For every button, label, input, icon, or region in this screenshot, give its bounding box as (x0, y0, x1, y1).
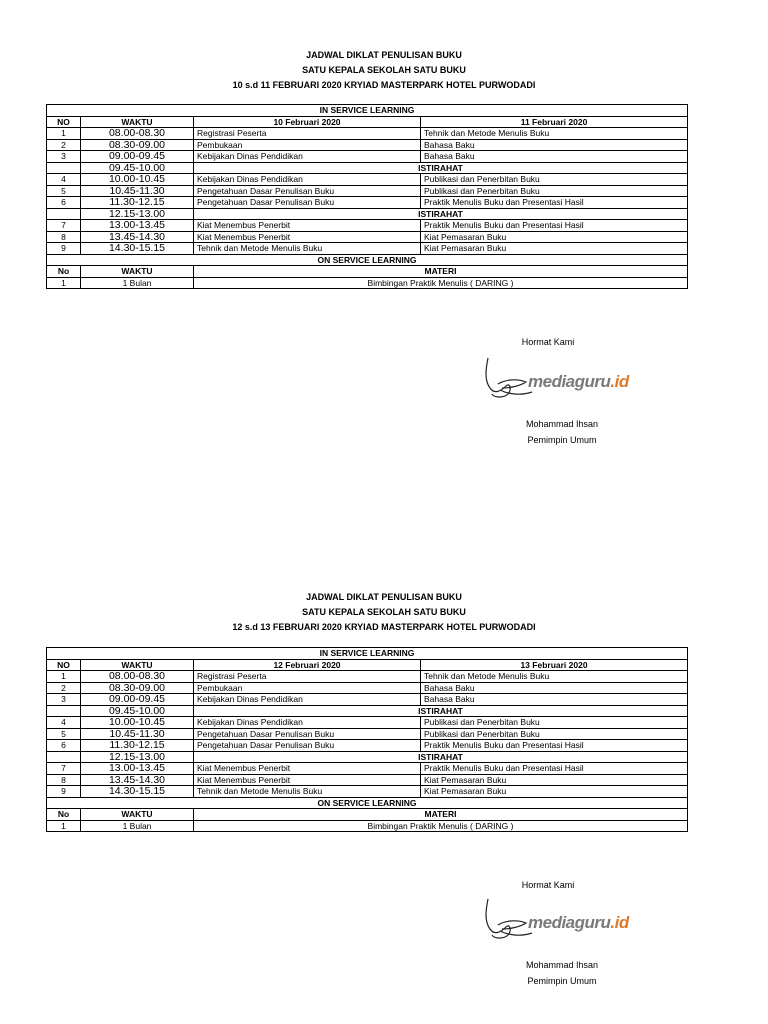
title-line-2: SATU KEPALA SEKOLAH SATU BUKU (302, 65, 466, 75)
row-day-2-activity: Kiat Pemasaran Buku (421, 243, 688, 255)
header-waktu: WAKTU (81, 659, 194, 671)
logo-text: mediaguru.id (528, 372, 629, 391)
table-row (47, 139, 688, 151)
row-time: 10.00-10.45 (81, 717, 194, 729)
signature-block (480, 336, 650, 448)
row-day-1-activity: Kiat Menembus Penerbit (194, 774, 421, 786)
row-time: 13.45-14.30 (81, 774, 194, 786)
row-day-1-activity: Kiat Menembus Penerbit (194, 220, 421, 232)
row-day-2-activity: Tehnik dan Metode Menulis Buku (421, 671, 688, 683)
row-day-1-activity: Tehnik dan Metode Menulis Buku (194, 243, 421, 255)
row-no: 4 (47, 717, 81, 729)
row-time: 13.45-14.30 (81, 231, 194, 243)
row-day-2-activity: Praktik Menulis Buku dan Presentasi Hasil (421, 197, 688, 209)
row-no: 8 (47, 774, 81, 786)
table-row (47, 174, 688, 186)
row-no: 2 (47, 139, 81, 151)
header-no: NO (47, 116, 81, 128)
row-day-1-activity: Kebijakan Dinas Pendidikan (194, 694, 421, 706)
closing-greeting: Hormat Kami (521, 337, 575, 347)
row-no: 8 (47, 231, 81, 243)
row-time: 08.00-08.30 (81, 128, 194, 140)
document-title (0, 590, 768, 635)
in-service-label: IN SERVICE LEARNING (47, 648, 688, 660)
row-time: 09.00-09.45 (81, 694, 194, 706)
on-header-waktu: WAKTU (81, 809, 194, 821)
in-service-row (47, 105, 688, 117)
row-no: 6 (47, 197, 81, 209)
title-line-1: JADWAL DIKLAT PENULISAN BUKU (306, 592, 462, 602)
on-row-waktu: 1 Bulan (81, 277, 194, 289)
header-day-1: 10 Februari 2020 (194, 116, 421, 128)
table-row (47, 197, 688, 209)
on-service-header-row (47, 809, 688, 821)
logo-text: mediaguru.id (528, 913, 629, 932)
table-header-row (47, 659, 688, 671)
row-day-1-activity: Kebijakan Dinas Pendidikan (194, 174, 421, 186)
table-row (47, 220, 688, 232)
row-no (47, 208, 81, 220)
header-waktu: WAKTU (81, 116, 194, 128)
on-service-data-row (47, 277, 688, 289)
in-service-label: IN SERVICE LEARNING (47, 105, 688, 117)
signer-role: Pemimpin Umum (527, 976, 597, 986)
row-day-2-activity: Kiat Pemasaran Buku (421, 231, 688, 243)
on-service-label: ON SERVICE LEARNING (47, 254, 688, 266)
row-time: 10.00-10.45 (81, 174, 194, 186)
row-day-1-activity: Registrasi Peserta (194, 128, 421, 140)
on-row-materi: Bimbingan Praktik Menulis ( DARING ) (194, 277, 688, 289)
table-row (47, 231, 688, 243)
on-service-row (47, 254, 688, 266)
table-row (47, 151, 688, 163)
row-time: 14.30-15.15 (81, 786, 194, 798)
row-time: 12.15-13.00 (81, 751, 194, 763)
table-row (47, 243, 688, 255)
row-day-1-activity: Kiat Menembus Penerbit (194, 231, 421, 243)
on-header-waktu: WAKTU (81, 266, 194, 278)
break-label: ISTIRAHAT (194, 162, 688, 174)
row-day-1-activity: Pengetahuan Dasar Penulisan Buku (194, 197, 421, 209)
table-row (47, 128, 688, 140)
break-label: ISTIRAHAT (194, 705, 688, 717)
break-row (47, 162, 688, 174)
table-row (47, 763, 688, 775)
schedule-table (46, 104, 688, 289)
row-no: 5 (47, 185, 81, 197)
row-no: 9 (47, 243, 81, 255)
row-day-2-activity: Bahasa Baku (421, 682, 688, 694)
row-day-2-activity: Praktik Menulis Buku dan Presentasi Hasil (421, 763, 688, 775)
schedule-table (46, 647, 688, 832)
row-day-1-activity: Kebijakan Dinas Pendidikan (194, 151, 421, 163)
row-day-2-activity: Praktik Menulis Buku dan Presentasi Hasil (421, 220, 688, 232)
in-service-row (47, 648, 688, 660)
header-day-1: 12 Februari 2020 (194, 659, 421, 671)
schedule-section-2 (0, 590, 768, 986)
table-row (47, 740, 688, 752)
row-day-2-activity: Kiat Pemasaran Buku (421, 774, 688, 786)
signer-name: Mohammad Ihsan (525, 960, 599, 970)
row-day-2-activity: Tehnik dan Metode Menulis Buku (421, 128, 688, 140)
break-label: ISTIRAHAT (194, 208, 688, 220)
row-time: 11.30-12.15 (81, 740, 194, 752)
row-day-2-activity: Bahasa Baku (421, 694, 688, 706)
row-day-1-activity: Pembukaan (194, 682, 421, 694)
schedule-section-1 (0, 48, 768, 445)
row-day-2-activity: Bahasa Baku (421, 151, 688, 163)
on-service-data-row (47, 820, 688, 832)
row-day-1-activity: Registrasi Peserta (194, 671, 421, 683)
mediaguru-logo (480, 354, 640, 410)
row-day-2-activity: Praktik Menulis Buku dan Presentasi Hasil (421, 740, 688, 752)
on-row-materi: Bimbingan Praktik Menulis ( DARING ) (194, 820, 688, 832)
row-time: 09.45-10.00 (81, 162, 194, 174)
header-no: NO (47, 659, 81, 671)
row-time: 14.30-15.15 (81, 243, 194, 255)
on-header-materi: MATERI (194, 809, 688, 821)
row-time: 09.00-09.45 (81, 151, 194, 163)
row-day-1-activity: Pembukaan (194, 139, 421, 151)
on-row-no: 1 (47, 277, 81, 289)
on-row-waktu: 1 Bulan (81, 820, 194, 832)
on-header-materi: MATERI (194, 266, 688, 278)
row-no: 9 (47, 786, 81, 798)
title-line-3: 10 s.d 11 FEBRUARI 2020 KRYIAD MASTERPARK HOTEL PURWODADI (232, 80, 536, 90)
row-time: 13.00-13.45 (81, 220, 194, 232)
row-no: 5 (47, 728, 81, 740)
row-no: 1 (47, 671, 81, 683)
row-time: 08.30-09.00 (81, 682, 194, 694)
on-row-no: 1 (47, 820, 81, 832)
row-day-1-activity: Pengetahuan Dasar Penulisan Buku (194, 185, 421, 197)
on-service-label: ON SERVICE LEARNING (47, 797, 688, 809)
break-row (47, 751, 688, 763)
closing-greeting: Hormat Kami (521, 880, 575, 890)
row-no (47, 751, 81, 763)
header-day-2: 11 Februari 2020 (421, 116, 688, 128)
row-day-1-activity: Pengetahuan Dasar Penulisan Buku (194, 728, 421, 740)
row-no (47, 162, 81, 174)
row-day-2-activity: Bahasa Baku (421, 139, 688, 151)
row-no (47, 705, 81, 717)
row-time: 08.30-09.00 (81, 139, 194, 151)
table-row (47, 774, 688, 786)
break-row (47, 705, 688, 717)
row-day-2-activity: Kiat Pemasaran Buku (421, 786, 688, 798)
row-time: 08.00-08.30 (81, 671, 194, 683)
table-row (47, 786, 688, 798)
table-header-row (47, 116, 688, 128)
header-day-2: 13 Februari 2020 (421, 659, 688, 671)
title-line-1: JADWAL DIKLAT PENULISAN BUKU (306, 50, 462, 60)
signer-role: Pemimpin Umum (527, 435, 597, 445)
row-no: 7 (47, 763, 81, 775)
row-no: 7 (47, 220, 81, 232)
on-header-no: No (47, 809, 81, 821)
row-time: 11.30-12.15 (81, 197, 194, 209)
signature-block (480, 879, 650, 989)
break-row (47, 208, 688, 220)
mediaguru-logo (480, 895, 640, 951)
table-row (47, 682, 688, 694)
on-service-header-row (47, 266, 688, 278)
table-row (47, 728, 688, 740)
break-label: ISTIRAHAT (194, 751, 688, 763)
on-header-no: No (47, 266, 81, 278)
row-day-1-activity: Tehnik dan Metode Menulis Buku (194, 786, 421, 798)
table-row (47, 717, 688, 729)
row-no: 3 (47, 151, 81, 163)
table-row (47, 694, 688, 706)
row-time: 09.45-10.00 (81, 705, 194, 717)
document-title (0, 48, 768, 93)
row-no: 3 (47, 694, 81, 706)
row-time: 13.00-13.45 (81, 763, 194, 775)
row-no: 2 (47, 682, 81, 694)
signer-name: Mohammad Ihsan (525, 419, 599, 429)
row-day-2-activity: Publikasi dan Penerbitan Buku (421, 185, 688, 197)
row-no: 4 (47, 174, 81, 186)
row-day-2-activity: Publikasi dan Penerbitan Buku (421, 728, 688, 740)
row-day-2-activity: Publikasi dan Penerbitan Buku (421, 174, 688, 186)
title-line-2: SATU KEPALA SEKOLAH SATU BUKU (302, 607, 466, 617)
row-no: 6 (47, 740, 81, 752)
on-service-row (47, 797, 688, 809)
table-row (47, 185, 688, 197)
row-day-1-activity: Kebijakan Dinas Pendidikan (194, 717, 421, 729)
title-line-3: 12 s.d 13 FEBRUARI 2020 KRYIAD MASTERPARK HOTEL PURWODADI (232, 622, 536, 632)
table-row (47, 671, 688, 683)
row-day-1-activity: Kiat Menembus Penerbit (194, 763, 421, 775)
row-time: 10.45-11.30 (81, 185, 194, 197)
row-time: 12.15-13.00 (81, 208, 194, 220)
row-no: 1 (47, 128, 81, 140)
row-time: 10.45-11.30 (81, 728, 194, 740)
row-day-2-activity: Publikasi dan Penerbitan Buku (421, 717, 688, 729)
row-day-1-activity: Pengetahuan Dasar Penulisan Buku (194, 740, 421, 752)
